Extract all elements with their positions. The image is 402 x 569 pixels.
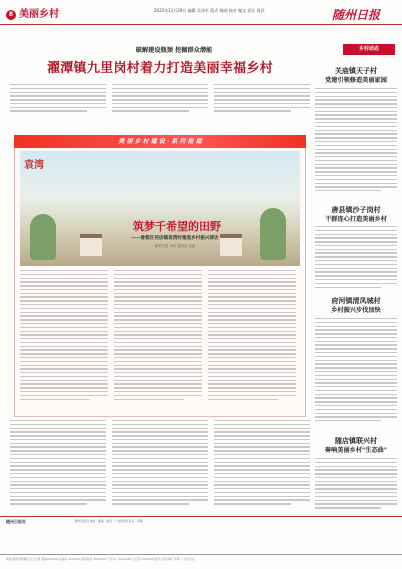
lead-body-column-2 (112, 84, 208, 130)
sidebar-article-4-body (315, 458, 397, 514)
lead-body-column-3 (214, 84, 310, 130)
lead-headline: 濯潭镇九里岗村着力打造美丽幸福乡村 (46, 61, 274, 76)
sidebar-article-2-title (315, 205, 397, 224)
lead-kicker: 破解建设瓶颈 挖掘群众潜能 (135, 47, 213, 54)
lower-article-body (10, 420, 310, 514)
sidebar-article-3-title (315, 296, 397, 315)
feature-calligraphy: 袁湾 (24, 160, 44, 171)
page-meta: 2022年11月29日 编辑 吴泽军 版式 杨刚 校对 谢文 责任 周武 (154, 8, 265, 13)
feature-byline: 随州日报 肖伟 通讯员 余磊 (154, 244, 196, 248)
footer-text: 地址·随州市曾都区白云大道 邮编441300 总编室 3202001 新闻热线 3222222 广告中心 3222108 发行部 3222186 随州日报印刷厂印刷 广告许可证 (6, 557, 195, 561)
sidebar-article-4-subtitle: 奏响美丽乡村"生态曲" (324, 447, 388, 454)
footer-rule (0, 554, 402, 555)
feature-body-column-2 (114, 270, 202, 410)
feature-subtitle: ——曾都区何店镇袁湾村集道乡村振兴探访 (131, 236, 219, 241)
newspaper-logo: 随州日报 (332, 8, 381, 22)
bottom-rule (0, 516, 402, 517)
sidebar-article-3-subtitle: 乡村振兴步伐加快 (331, 307, 381, 314)
sidebar-article-3-body (315, 318, 397, 430)
sidebar-article-4-title (315, 436, 397, 455)
feature-box-header: 美 丽 乡 村 建 设 · 系 列 报 道 (14, 135, 306, 148)
sidebar-article-1-headline: 关庙镇天子村 (335, 67, 377, 75)
sidebar-article-1-body (315, 88, 397, 200)
sidebar-article-2-body (315, 226, 397, 292)
sidebar-article-1-subtitle: 党建引领修造美丽家园 (325, 77, 387, 84)
sidebar-article-3-headline: 府河镇清凤城村 (331, 297, 381, 305)
header-rule (0, 24, 402, 25)
lead-body-column-1 (10, 84, 106, 130)
sidebar-article-4-headline: 随店镇联兴村 (335, 437, 377, 445)
section-title: 美丽乡村 (19, 9, 59, 20)
feature-body-column-3 (208, 270, 296, 410)
publisher-fine-print: 随州日报社 地址 · 邮编 · 电话 · 广告经营许可证 · 印刷 (75, 519, 143, 523)
page-number: 8 (6, 10, 16, 20)
sidebar-article-2-headline: 唐县镇沙子岗村 (331, 206, 381, 214)
sidebar-article-2-subtitle: 干群连心打造美丽乡村 (325, 216, 387, 223)
publisher-info: 随州日报社 (6, 519, 26, 524)
feature-title: 筑梦千希望的田野 (133, 220, 221, 233)
section-banner: 乡村动态 (343, 44, 395, 55)
feature-body-column-1 (20, 270, 108, 410)
sidebar-article-1-title (315, 66, 397, 85)
